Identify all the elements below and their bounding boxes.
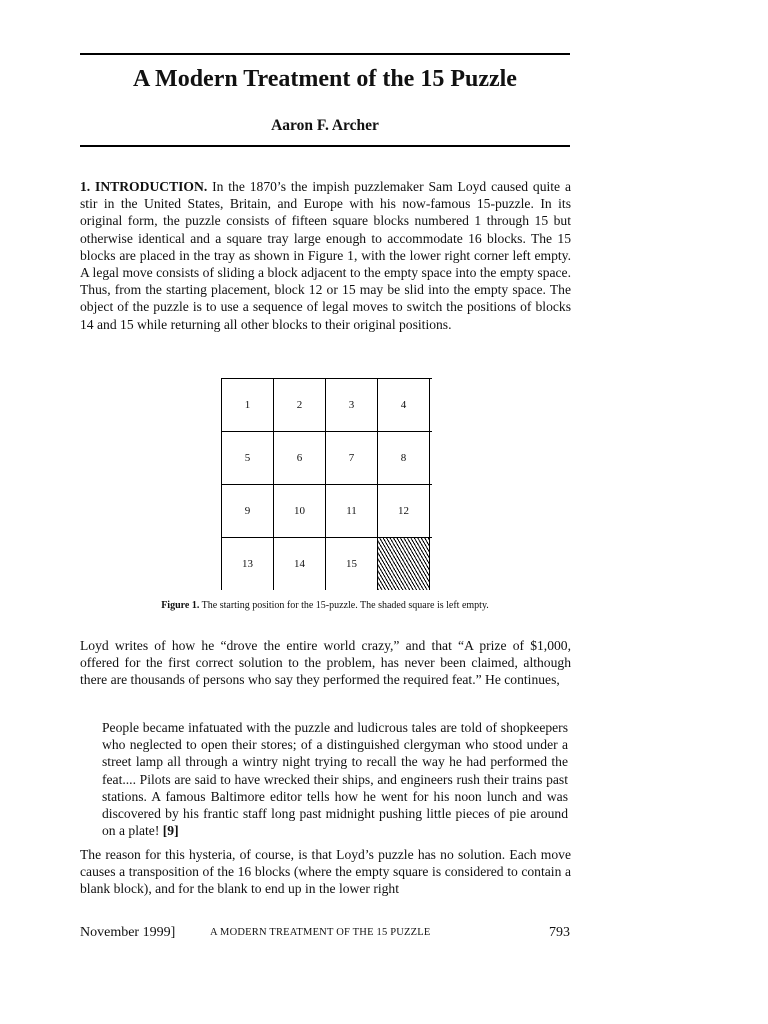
header-rule — [80, 145, 570, 147]
puzzle-cell: 5 — [222, 432, 274, 484]
puzzle-figure — [221, 378, 432, 590]
article-title: A Modern Treatment of the 15 Puzzle — [133, 66, 517, 92]
puzzle-cell: 9 — [222, 485, 274, 537]
puzzle-cell: 10 — [274, 485, 326, 537]
puzzle-cell: 6 — [274, 432, 326, 484]
citation-reference: [9] — [159, 823, 179, 839]
section-heading: 1. INTRODUCTION. — [80, 179, 208, 194]
puzzle-cell: 11 — [326, 485, 378, 537]
body-paragraph: Loyd writes of how he “drove the entire world crazy,” and that “A prize of $1,000, offered for the first correct solution to the problem, has never been claimed, although there are thousands of persons who say they performed the required feat.” He continues, — [80, 638, 571, 688]
article-author: Aaron F. Archer — [271, 117, 379, 134]
puzzle-cell: 3 — [326, 379, 378, 431]
figure-label: Figure 1. — [161, 600, 200, 611]
puzzle-cell: 2 — [274, 379, 326, 431]
empty-shaded-cell — [378, 538, 430, 590]
puzzle-row — [222, 537, 432, 590]
puzzle-cell: 12 — [378, 485, 430, 537]
introduction-text: In the 1870’s the impish puzzlemaker Sam Loyd caused quite a stir in the United States, Britain, and Europe with his now-famous 15-puzzle. In its original form, the puzzle consists of fifteen square blocks numbered 1 through 15 but otherwise identical and a square tray large enough to accommodate 16 blocks. The 15 blocks are placed in the tray as shown in Figure 1, with the lower right corner left empty. A legal move consists of sliding a block adjacent to the empty space into the empty space. Thus, from the starting placement, block 12 or 15 may be slid into the empty space. The object of the puzzle is to use a sequence of legal moves to switch the positions of blocks 14 and 15 while returning all other blocks to their original positions. — [80, 179, 571, 332]
puzzle-cell: 14 — [274, 538, 326, 590]
puzzle-cell: 1 — [222, 379, 274, 431]
puzzle-row — [222, 378, 432, 431]
running-head: A MODERN TREATMENT OF THE 15 PUZZLE — [210, 927, 431, 938]
puzzle-cell: 8 — [378, 432, 430, 484]
block-quote-text: People became infatuated with the puzzle and ludicrous tales are told of shopkeepers who neglected to open their stores; of a distinguished clergyman who stood under a street lamp all through a wintry night trying to recall the way he had performed the feat.... Pilots are said to have wrecked their ships, and engineers rush their trains past stations. A famous Baltimore editor tells how he went for his noon lunch and was discovered by his frantic staff long past midnight pushing little pieces of pie around on a plate! — [102, 720, 568, 839]
puzzle-row — [222, 484, 432, 537]
top-rule — [80, 53, 570, 55]
issue-date: November 1999] — [80, 925, 176, 940]
puzzle-cell: 13 — [222, 538, 274, 590]
figure-caption-text: The starting position for the 15-puzzle. The shaded square is left empty. — [199, 600, 489, 611]
block-quote — [102, 719, 568, 839]
puzzle-row — [222, 431, 432, 484]
figure-caption — [80, 600, 570, 611]
page-number: 793 — [549, 925, 570, 940]
puzzle-cell: 15 — [326, 538, 378, 590]
puzzle-cell: 4 — [378, 379, 430, 431]
puzzle-cell: 7 — [326, 432, 378, 484]
body-paragraph: The reason for this hysteria, of course, is that Loyd’s puzzle has no solution. Each move causes a transposition of the 16 blocks (where the empty square is considered to contain a blank block), and for the blank to end up in the lower right — [80, 847, 571, 897]
introduction-paragraph — [80, 178, 571, 333]
